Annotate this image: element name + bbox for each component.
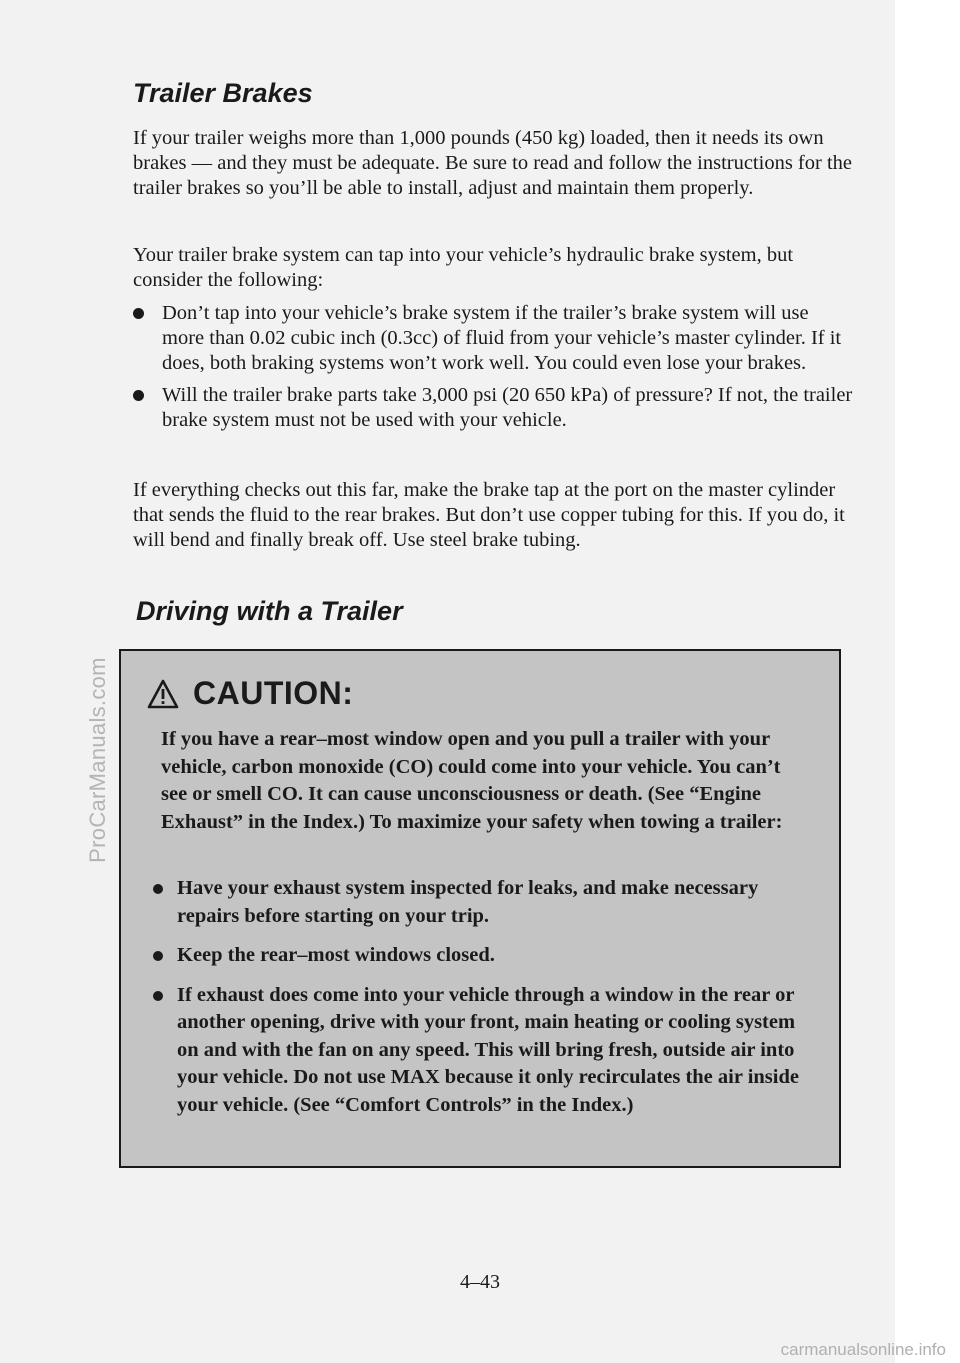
warning-triangle-icon xyxy=(147,679,179,709)
caution-box xyxy=(119,649,841,1168)
list-item xyxy=(153,982,818,1120)
list-item-text: Keep the rear–most windows closed. xyxy=(177,944,495,966)
trailer-brakes-paragraph-3: If everything checks out this far, make the brake tap at the port on the master cylinder that sends the fluid to the rear brakes. But don’t use copper tubing for this. If you do, it will bend and finally break off. Use steel brake tubing. xyxy=(133,479,845,551)
list-item-text: Have your exhaust system inspected for leaks, and make necessary repairs before starting on your trip. xyxy=(177,877,759,927)
list-item-text: Will the trailer brake parts take 3,000 psi (20 650 kPa) of pressure? If not, the trailer brake system must not be used with your vehicle. xyxy=(162,384,853,431)
section-heading-driving-with-trailer: Driving with a Trailer xyxy=(136,596,403,626)
bullet-dot-icon xyxy=(133,390,144,401)
section-heading-trailer-brakes: Trailer Brakes xyxy=(133,78,313,108)
bullet-dot-icon xyxy=(153,991,163,1001)
caution-title: CAUTION: xyxy=(193,675,354,711)
list-item xyxy=(133,383,853,433)
list-item xyxy=(153,942,818,970)
page-number: 4–43 xyxy=(460,1271,500,1293)
caution-bullet-list xyxy=(153,875,818,1131)
side-watermark: ProCarManuals.com xyxy=(85,657,110,863)
caution-header xyxy=(147,675,353,712)
list-item xyxy=(133,301,853,376)
bullet-dot-icon xyxy=(133,308,144,319)
trailer-brakes-paragraph-1: If your trailer weighs more than 1,000 pounds (450 kg) loaded, then it needs its own brakes — and they must be adequate. Be sure to read and follow the instructions for the trailer brakes so you’ll be able to install, adjust and maintain them properly. xyxy=(133,127,853,199)
trailer-brakes-bullet-list xyxy=(133,301,853,440)
list-item-text: If exhaust does come into your vehicle through a window in the rear or another opening, drive with your front, main heating or cooling system on and with the fan on any speed. This will bring fresh, outside air into your vehicle. Do not use MAX because it only recirculates the air inside your vehicle. (See “Comfort Controls” in the Index.) xyxy=(177,983,799,1116)
bullet-dot-icon xyxy=(153,884,163,894)
list-item-text: Don’t tap into your vehicle’s brake system if the trailer’s brake system will use more than 0.02 cubic inch (0.3cc) of fluid from your vehicle’s master cylinder. If it does, both braking systems won’t work well. You could even lose your brakes. xyxy=(162,302,842,374)
footer-watermark: carmanualsonline.info xyxy=(780,1340,946,1359)
trailer-brakes-paragraph-2: Your trailer brake system can tap into your vehicle’s hydraulic brake system, but consider the following: xyxy=(133,244,794,291)
caution-text: If you have a rear–most window open and you pull a trailer with your vehicle, carbon monoxide (CO) could come into your vehicle. You can’t see or smell CO. It can cause unconsciousness or death. (See “Engine Exhaust” in the Index.) To maximize your safety when towing a trailer: xyxy=(161,728,783,833)
bullet-dot-icon xyxy=(153,951,163,961)
list-item xyxy=(153,875,818,930)
